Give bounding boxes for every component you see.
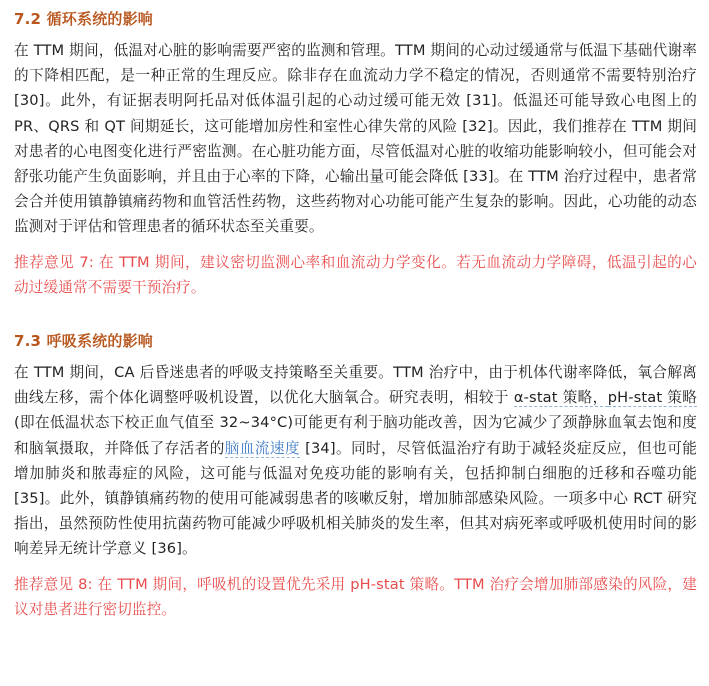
recommendation-7: 推荐意见 7: 在 TTM 期间，建议密切监测心率和血流动力学变化。若无血流动力学障碍，低温引起的心动过缓通常不需要干预治疗。 [14,253,697,296]
circulatory-paragraph: 在 TTM 期间，低温对心脏的影响需要严密的监测和管理。TTM 期间的心动过缓通常与低温下基础代谢率的下降相匹配，是一种正常的生理反应。除非存在血流动力学不稳定的情况，否则通常不需要特别治疗 [30]。此外，有证据表明阿托品对低体温引起的心动过缓可能无效 [31]。低温还可能导致心电图上的 PR、QRS 和 QT 间期延长，这可能增加房性和室性心律失常的风险 [32]。因此，我们推荐在 TTM 期间对患者的心电图变化进行严密监测。在心脏功能方面，尽管低温对心脏的收缩功能影响较小，但可能会对舒张功能产生负面影响，并且由于心率的下降，心输出量可能会降低 [33]。在 TTM 治疗过程中，患者常会合并使用镇静镇痛药物和血管活性药物，这些药物对心功能可能产生复杂的影响。因此，心功能的动态监测对于评估和管理患者的循环状态至关重要。 [14,42,697,236]
recommendation-8: 推荐意见 8: 在 TTM 期间，呼吸机的设置优先采用 pH-stat 策略。TTM 治疗会增加肺部感染的风险，建议对患者进行密切监控。 [14,575,697,618]
respiratory-text-3: [34]。同时，尽管低温治疗有助于减轻炎症反应，但也可能增加肺炎和脓毒症的风险，这可能与低温对免疫功能的影响有关，包括抑制白细胞的迁移和吞噬功能 [35]。此外，镇静镇痛药物的使用可能减弱患者的咳嗽反射，增加肺部感染风险。一项多中心 RCT 研究指出，虽然预防性使用抗菌药物可能减少呼吸机相关肺炎的发生率，但其对病死率或呼吸机使用时间的影响差异无统计学意义 [36]。 [14,439,697,558]
section-heading-circulatory: 7.2 循环系统的影响 [14,10,153,28]
respiratory-text-2: (即在低温状态下校正血气值至 32~34°C)可能更有利于脑功能改善，因为它减少了颈静脉血氧去饱和度和脑氧摄取，并降低了存活者的 [14,414,697,457]
section-heading-respiratory: 7.3 呼吸系统的影响 [14,332,153,351]
respiratory-text-1: 在 TTM 期间，CA 后昏迷患者的呼吸支持策略至关重要。TTM 治疗中，由于机体代谢率降低，氧合解离曲线左移，需个体化调整呼吸机设置，以优化大脑氧合。研究表明，相较于 [14,364,697,407]
alpha-stat-term: α-stat 策略， [513,389,608,407]
ph-stat-term: pH-stat 策略 [607,389,698,407]
cerebral-blood-flow-link[interactable]: 脑血流速度 [224,439,301,457]
respiratory-paragraph [14,360,697,562]
